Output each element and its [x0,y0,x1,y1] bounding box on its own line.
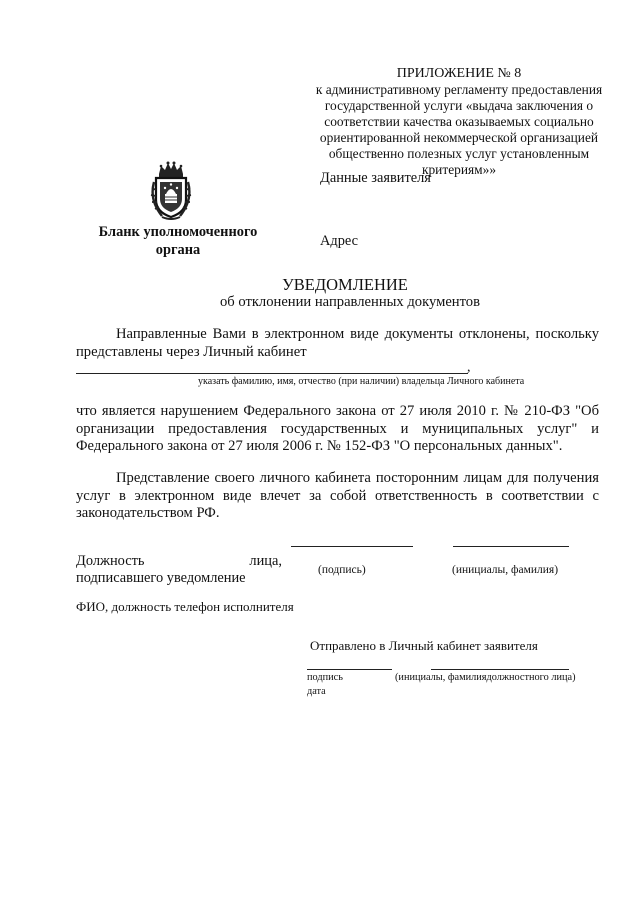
initials-caption: (инициалы, фамилия) [452,564,559,576]
comma: , [467,360,471,375]
signature-caption: (подпись) [318,564,366,576]
sent-signature-caption: подпись [307,672,343,683]
executor-info: ФИО, должность телефон исполнителя [76,599,294,614]
rejection-paragraph: Направленные Вами в электронном виде документы отклонены, поскольку представлены через Личный кабинет [76,326,599,360]
initials-line [453,546,569,547]
owner-hint: указать фамилию, имя, отчество (при наличии) владельца Личного кабинета [198,376,525,387]
annex-line: к административному регламенту предоставления [315,82,603,97]
coat-of-arms-icon [148,160,194,222]
annex-header [300,66,618,178]
annex-line: государственной услуги «выдача заключения о [324,98,594,113]
annex-title: ПРИЛОЖЕНИЕ № 8 [396,66,522,81]
annex-line: ориентированной некоммерческой организацией [319,130,599,145]
address-label: Адрес [320,233,359,249]
applicant-data-label: Данные заявителя [320,170,431,186]
annex-line: общественно полезных услуг установленным критериям»» [328,146,590,177]
notice-title: УВЕДОМЛЕНИЕ [282,275,408,294]
signer-position-line: подписавшего уведомление [76,570,246,586]
authority-line: органа [155,242,201,258]
sent-to-cabinet-label: Отправлено в Личный кабинет заявителя [310,638,538,653]
law-violation-paragraph: что является нарушением Федерального закона от 27 июля 2010 г. № 210-ФЗ "Об организации предоставления государственных и муниципальных услуг" и Федерального закона от 27 июля 2006 г. № 152-ФЗ "О персональных данных". [76,403,599,454]
authority-blank-label [78,223,278,259]
annex-line: соответствии качества оказываемых социально [324,114,594,129]
responsibility-paragraph: Представление своего личного кабинета посторонним лицам для получения услуг в электронном виде влечет за собой ответственность в соответствии с законодательством РФ. [76,470,599,521]
sent-date-caption: дата [307,686,326,697]
signature-line [291,546,413,547]
sent-initials-line [431,669,569,670]
owner-name-line [76,373,468,374]
signer-position [76,553,282,587]
sent-initials-caption: (инициалы, фамилиядолжностного лица) [395,672,576,683]
notice-subtitle: об отклонении направленных документов [219,294,480,310]
sent-signature-line [307,669,392,670]
signer-position-line: Должность лица, [76,553,282,569]
authority-line: Бланк уполномоченного [98,224,258,240]
